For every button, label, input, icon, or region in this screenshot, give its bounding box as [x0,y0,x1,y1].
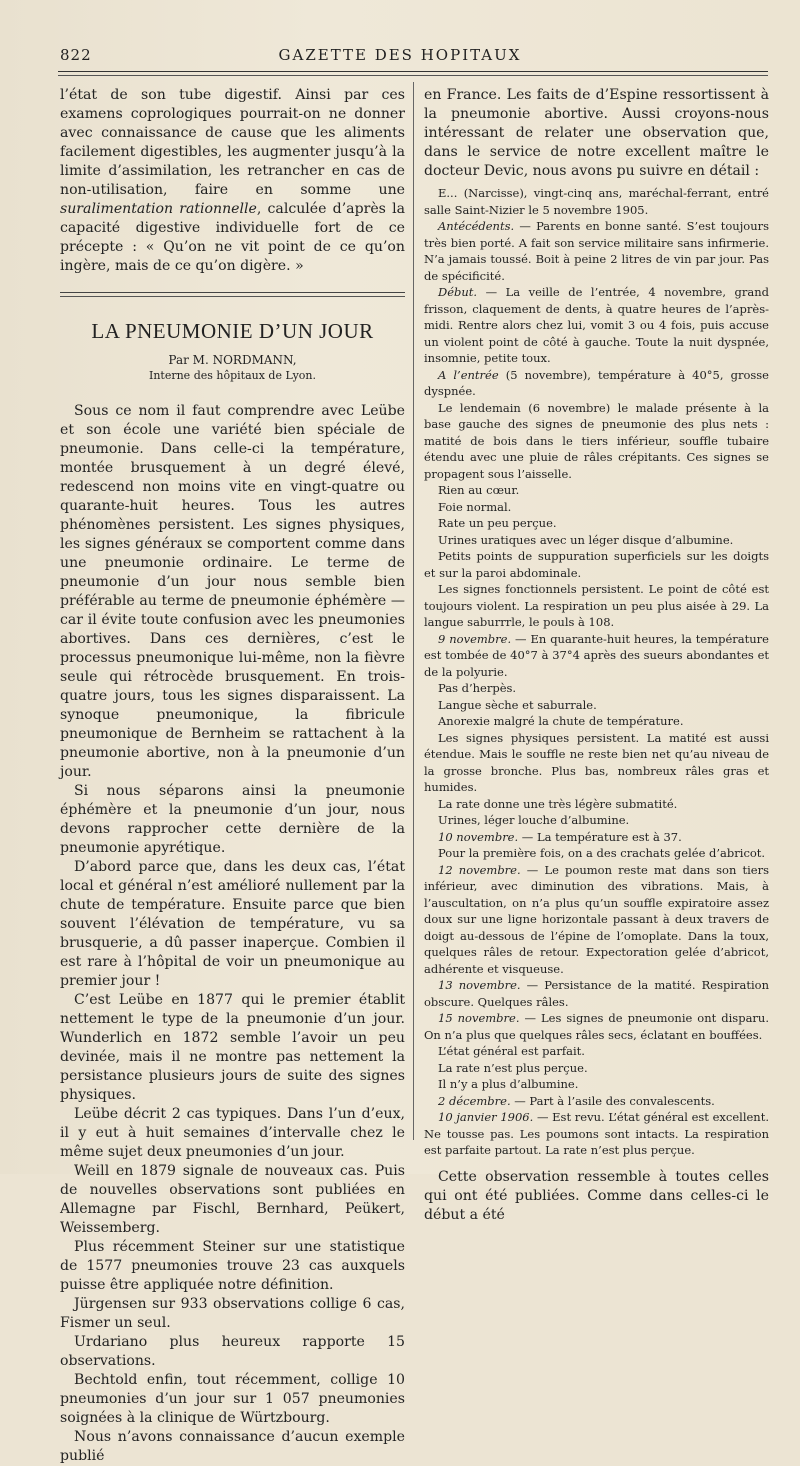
case-section [424,284,769,367]
case-date: 9 novembre. [438,631,512,646]
case-date-text: — Part à l’asile des convalescents. [510,1093,715,1108]
case-line: Anorexie malgré la chute de température. [438,714,684,728]
case-date: 13 novembre. [438,978,521,992]
body-paragraph: Bechtold enfin, tout récemment, collige 10 pneumonies d’un jour sur 1 057 pneumonies soignées à la clinique de Würtzbourg. [60,1372,405,1426]
case-dated-entry [424,1109,769,1159]
case-dated-entry [424,862,769,978]
case-line: L’état général est parfait. [438,1044,585,1058]
case-date-text: — Le poumon reste mat dans son tiers inférieur, avec diminution des vibrations. Mais, à l’auscultation, on n’a plus qu’un souffle expiratoire assez doux sur une ligne horizontale passant à deux travers de doigt au-dessous de l’épine de l’omoplate. Dans la toux, quelques râles de retour. Expectoration gelée d’abricot, adhérente et visqueuse. [424,862,770,976]
body-paragraph: en France. Les faits de d’Espine ressortissent à la pneumonie abortive. Aussi croyons-nous intéressant de relater une observation que, dans le service de notre excellent maître le docteur Devic, nous avons pu suivre en détail : [424,87,769,179]
case-line: Rate un peu perçue. [438,516,557,530]
case-line: Pour la première fois, on a des crachats gelée d’abricot. [438,846,766,860]
article-title: LA PNEUMONIE D’UN JOUR [91,319,374,343]
case-date-text: — Est revu. L’état général est excellent. Ne tousse pas. Les poumons sont intacts. La respiration est parfaite partout. La rate n’est plus perçue. [424,1110,769,1157]
case-section-label: Antécédents. [438,219,515,233]
article-separator-rule-secondary [60,296,405,297]
header-rule [58,71,768,72]
column-divider [413,82,414,1140]
left-column [60,86,405,1466]
page-number: 822 [60,46,92,64]
case-line: Il n’y a plus d’albumine. [438,1077,579,1091]
previous-article-ending: l’état de son tube digestif. Ainsi par ces examens coprologiques pourrait-on ne donner avec connaissance de cause que les aliments facilement digestibles, les augmenter jusqu’à la limite d’assimilation, les retrancher en cas de non-utilisation, faire en somme une suralimentation rationnelle, calculée d’après la capacité digestive individuelle fort de ce précepte : « Qu’on ne vit point de ce qu’on ingère, mais de ce qu’on digère. » [60,87,405,274]
case-dated-entry [424,631,769,681]
case-patient: E... (Narcisse), vingt-cinq ans, maréchal-ferrant, entré salle Saint-Nizier le 5 novembre 1905. [424,186,769,217]
body-paragraph: C’est Leübe en 1877 qui le premier établit nettement le type de la pneumonie d’un jour. Wunderlich en 1872 semble l’avoir un peu devinée, mais il ne montre pas nettement la persistance plusieurs jours de suite des signes physiques. [60,992,405,1103]
case-line: Langue sèche et saburrale. [438,697,597,712]
case-date: 10 janvier 1906. [438,1110,534,1124]
case-date-text: — La température est à 37. [518,829,682,844]
case-dated-entry [424,829,769,846]
case-line: Pas d’herpès. [438,681,517,695]
case-date: 12 novembre. [438,862,521,877]
case-line: Urines, léger louche d’albumine. [438,813,630,827]
case-date: 15 novembre. [438,1011,520,1025]
case-dated-entry [424,977,769,1010]
body-paragraph: Si nous séparons ainsi la pneumonie éphémère et la pneumonie d’un jour, nous devons rapprocher cette dernière de la pneumonie apyrétique. [60,783,405,856]
case-section-text: (5 novembre), température à 40°5, grosse dyspnée. [424,367,769,398]
article-author-affiliation: Interne des hôpitaux de Lyon. [148,369,316,382]
case-line: La rate n’est plus perçue. [438,1060,588,1075]
article-separator-rule [60,292,405,293]
case-line: Urines uratiques avec un léger disque d’albumine. [438,532,734,547]
case-line: Les signes fonctionnels persistent. Le point de côté est toujours violent. La respiration un peu plus aisée à 29. La langue saburrrle, le pouls à 108. [424,582,769,629]
body-paragraph: Cette observation ressemble à toutes celles qui ont été publiées. Comme dans celles-ci le début a été [424,1168,769,1223]
case-date-text: — En quarante-huit heures, la température est tombée de 40°7 à 37°4 après des sueurs abondantes et de la polyurie. [424,631,769,679]
body-paragraph: Leübe décrit 2 cas typiques. Dans l’un d’eux, il y eut à huit semaines d’intervalle chez le même sujet deux pneumonies d’un jour. [60,1106,405,1160]
case-date-text: — Persistance de la matité. Respiration obscure. Quelques râles. [424,978,769,1009]
case-dated-entry [424,1093,769,1110]
body-paragraph: Sous ce nom il faut comprendre avec Leübe et son école une variété bien spéciale de pneumonie. Dans celle-ci la température, montée brusquement à un degré élevé, redescend non moins vite en vingt-quatre ou quarante-huit heures. Tous les autres phénomènes persistent. Les signes physiques, les signes généraux se comportent comme dans une pneumonie ordinaire. Le terme de pneumonie d’un jour nous semble bien préférable au terme de pneumonie éphémère — car il évite toute confusion avec les pneumonies abortives. Dans ces dernières, c’est le processus pneumonique lui-même, non la fièvre seule qui rétrocède brusquement. En trois-quatre jours, tous les signes disparaissent. La synoque pneumonique, la fibricule pneumonique de Bernheim se rattachent à la pneumonie abortive, non à la pneumonie d’un jour. [60,403,405,780]
header-rule-secondary [58,75,768,76]
body-paragraph: Jürgensen sur 933 observations collige 6 cas, Fismer un seul. [60,1296,405,1331]
case-line: Rien au cœur. [438,483,520,497]
case-line: Les signes physiques persistent. La matité est aussi étendue. Mais le souffle ne reste bien net qu’au niveau de la grosse bronche. Plus bas, nombreux râles gras et humides. [424,730,769,794]
case-dated-entry [424,1010,769,1043]
body-paragraph: Urdariano plus heureux rapporte 15 observations. [60,1334,405,1369]
case-date-text: — Les signes de pneumonie ont disparu. On n’a plus que quelques râles secs, éclatant en bouffées. [424,1011,769,1042]
case-line: Le lendemain (6 novembre) le malade présente à la base gauche des signes de pneumonie des plus nets : matité de bois dans le tiers inférieur, souffle tubaire étendu avec une pluie de râles crépitants. Ces signes se propagent sous l’aisselle. [424,400,769,481]
case-section [424,218,769,284]
body-paragraph: Nous n’avons connaissance d’aucun exemple publié [60,1429,405,1464]
body-paragraph: Weill en 1879 signale de nouveaux cas. Puis de nouvelles observations sont publiées en Allemagne par Fischl, Bernhard, Peükert, Weissemberg. [60,1163,405,1236]
case-line: La rate donne une très légère submatité. [438,796,678,811]
case-section-label: A l’entrée [438,367,499,382]
case-line: Petits points de suppuration superficiels sur les doigts et sur la paroi abdominale. [424,549,769,580]
case-section-text: — La veille de l’entrée, 4 novembre, grand frisson, claquement de dents, à quatre heures de l’après-midi. Rentre alors chez lui, vomit 3 ou 4 fois, puis accuse un violent point de côté à gauche. Toute la nuit dyspnée, insomnie, petite toux. [424,285,769,365]
emphasized-term: suralimentation rationnelle [60,201,257,217]
body-paragraph: Plus récemment Steiner sur une statistique de 1577 pneumonies trouve 23 cas auxquels puisse être appliquée notre définition. [60,1239,405,1293]
case-line: Foie normal. [438,499,512,514]
body-paragraph: D’abord parce que, dans les deux cas, l’état local et général n’est amélioré nullement par la chute de température. Ensuite parce que bien souvent l’élévation de température, vu sa brusquerie, a dû passer inaperçue. Combien il est rare à l’hôpital de voir un pneumonique au premier jour ! [60,859,405,989]
case-date: 2 décembre. [438,1093,511,1108]
right-column [424,86,769,1225]
article-author: Par M. NORDMANN, [168,353,297,367]
running-title: GAZETTE DES HOPITAUX [278,46,522,64]
case-date: 10 novembre. [438,829,519,844]
case-section-text: — Parents en bonne santé. S’est toujours très bien porté. A fait son service militaire sans infirmerie. N’a jamais toussé. Boit à peine 2 litres de vin par jour. Pas de spécificité. [424,219,769,283]
case-section [424,367,769,400]
case-section-label: Début. [438,285,478,299]
